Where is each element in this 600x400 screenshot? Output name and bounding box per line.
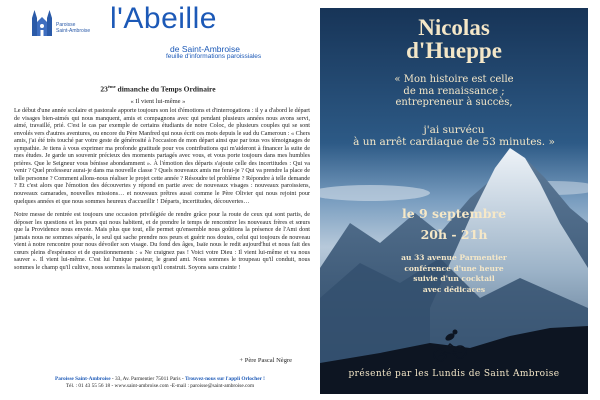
poster-footer: présenté par les Lundis de Saint Ambroise xyxy=(348,369,560,379)
parish-small-label: Paroisse Saint-Ambroise xyxy=(56,22,91,34)
newsletter-title: l'Abeille xyxy=(110,2,217,35)
church-logo-icon xyxy=(30,8,54,38)
newsletter-subtitle: de Saint-Ambroise xyxy=(170,44,240,54)
event-time: 20h - 21h xyxy=(420,227,488,242)
speaker-quote-end: j'ai survécu à un arrêt cardiaque de 53 minutes. » xyxy=(353,124,555,148)
footer-address: - 33, Av. Parmentier 75011 Paris - xyxy=(110,376,185,382)
newsletter-description: feuille d'informations paroissiales xyxy=(166,53,262,60)
sunday-heading: 23ème dimanche du Temps Ordinaire xyxy=(100,84,216,94)
speaker-quote: « Mon histoire est celle de ma renaissance ; entrepreneur à succès, xyxy=(394,74,514,108)
homily-paragraph-1: Le début d'une année scolaire et pastorale apporte toujours son lot d'émotions et d'interrogations : il y a d'abord le départ de visages bien-aimés qui nous manquent, amis et compagnons avec qui pendant plusieurs années nous avons servi, aimé, travaillé, prié. C'est le cas par exemple de certains étudiants de notre Coloc, de plusieurs couples qui se sont envolés vers d'autres aventures, ou encore du Père Manfred qui nous écrit ces mots depuis le sud du Cameroun : « Chers amis, j'ai été très touché par votre geste de générosité à l'occasion de mon départ ainsi que par tous vos témoignages de sympathie. Je tiens à vous exprimer ma profonde gratitude pour vos contributions qui m'aideront à financer la suite de mes études. Je garde un souvenir précieux des moments partagés avec vous, et vous porte toujours dans mes humbles prières. Que le Seigneur vous bénisse abondamment ». À l'émotion des départs s'ajoute celle des incertitudes : Qui va venir ? Quel professeur aurai-je dans ma nouvelle classe ? Quels nouveaux amis me ferai-je ? Qui va prendre la place de telle personne ? Comment allons-nous réaliser le projet cette année ? Résoudre tel problème ? Répondre à telle demande ? Et c'est alors que l'émotion des découvertes y répond en partie avec de nouveaux visages : nouveaux paroissiens, nouveaux camarades, nouvelles missions… et nouveaux prêtres aussi comme le Père Olivier qui nous rejoint pour quelques années et que nous sommes heureux d'accueillir ! Départs, incertitudes, découvertes… xyxy=(14,108,310,205)
footer-contact[interactable]: Tél. : 01 43 55 56 18 - www.saint-ambroise.com -E-mail : paroisse@saint-ambroise.com xyxy=(65,383,255,389)
homily-paragraph-2: Notre messe de rentrée est toujours une occasion privilégiée de rendre grâce pour la route de ceux qui sont partis, de déposer les questions et les peurs qui nous habitent, et de prendre le temps de rencontrer les nouveaux frères et sœurs que la Providence nous envoie. Mais plus que tout, elle permet qu'ensemble nous goûtions la présence de l'Ami dont jamais nous ne sommes séparés, le seul qui sache prendre nos peurs et guérir nos doutes, celui qui toujours de nouveau vient à notre rencontre pour nous dévoiler son visage. Du fond des âges, Isaïe nous le redit aujourd'hui et nous fait des cœurs pleins d'espérance et de questionnements : « Ne craignez pas ! Voici votre Dieu : Il vient lui-même et va nous sauver ». Il vient lui-même. C'est lui l'unique pasteur, le grand ami. Nous sommes le troupeau qu'il conduit, nous sommes le champ qu'il cultive, nous sommes la maison qu'il construit. Soyons sans crainte ! xyxy=(14,212,310,271)
homily-title: « Il vient lui-même » xyxy=(130,98,186,105)
event-details: au 33 avenue Parmentier conférence d'une heure suivie d'un cocktail avec dédicaces xyxy=(401,253,507,294)
homily-body xyxy=(14,108,310,278)
mountain-landscape-image xyxy=(320,8,588,394)
footer-parish-name: Paroisse Saint-Ambroise xyxy=(55,376,111,382)
event-date: le 9 septembre xyxy=(401,206,507,221)
event-poster xyxy=(320,8,588,394)
newsletter-footer xyxy=(14,376,306,390)
footer-app-note: Trouvez-nous sur l'appli Orlocher ! xyxy=(185,376,265,382)
signature: + Père Pascal Nègre xyxy=(239,357,292,364)
speaker-name: Nicolas d'Hueppe xyxy=(406,15,502,63)
